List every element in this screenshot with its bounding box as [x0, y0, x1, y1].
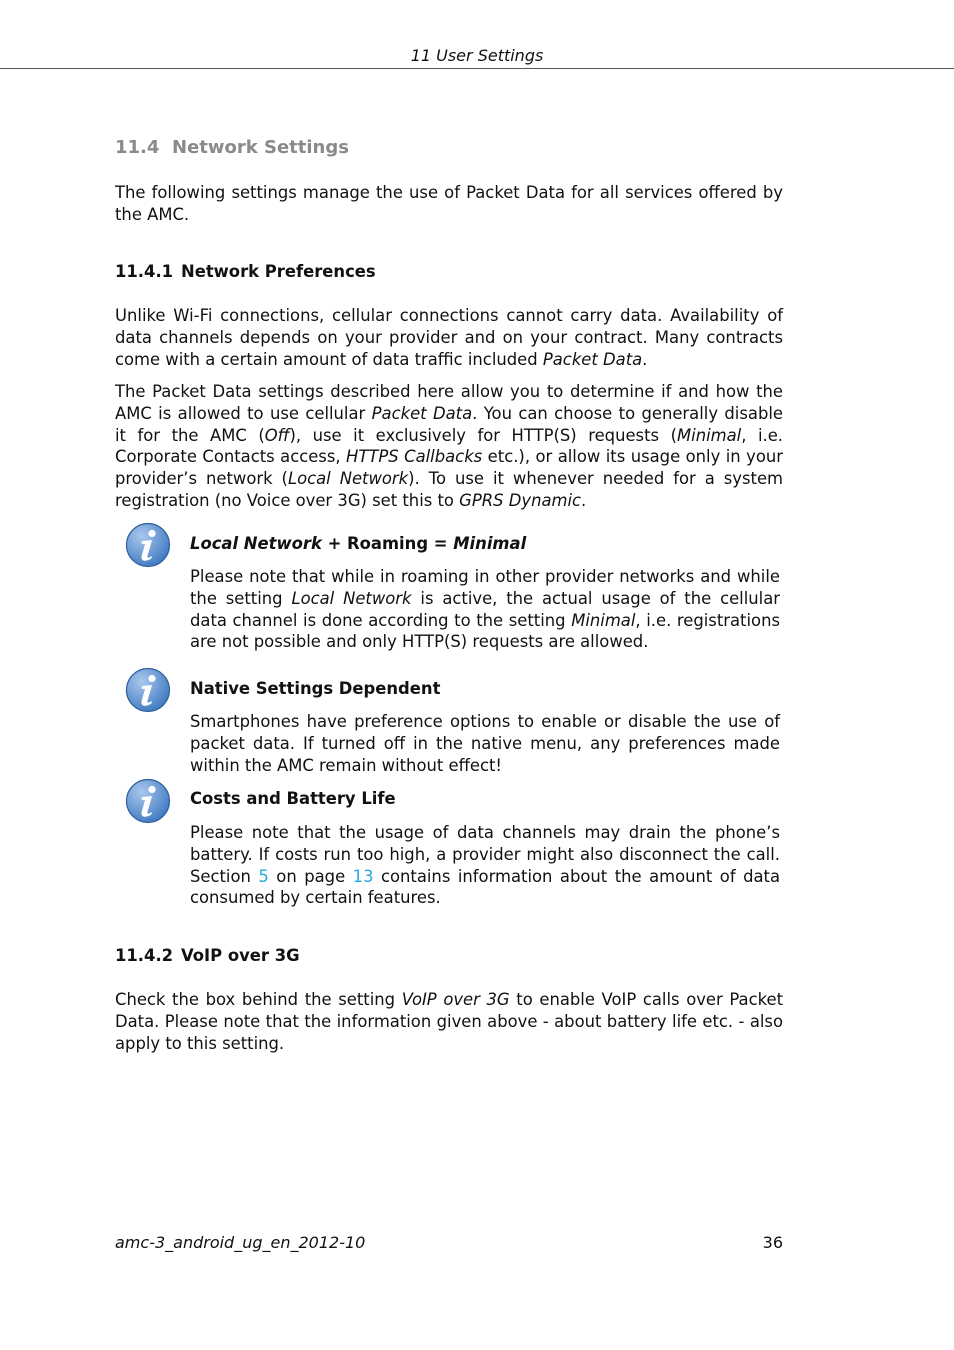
section-link[interactable]: 5 — [258, 866, 269, 886]
text-run: on page — [268, 866, 353, 886]
paragraph-voip — [115, 989, 783, 1054]
footer-page-number: 36 — [762, 1233, 783, 1252]
emphasis: Local Network — [291, 588, 412, 608]
text-run: is active, the actual usage of the cellular data channel is done according to the setting — [190, 588, 780, 630]
text-run: , i.e. registrations are not possible and only HTTP(S) requests are allowed. — [190, 610, 780, 652]
note-body-costs-battery — [190, 822, 780, 909]
emphasis: VoIP over 3G — [401, 990, 510, 1009]
text-run: + Roaming = — [321, 534, 454, 553]
note-title-costs-battery: Costs and Battery Life — [190, 789, 396, 808]
text-run: , i.e. Corporate Contacts access, — [115, 425, 784, 467]
text-run: ), use it exclusively for HTTP(S) requests ( — [289, 425, 677, 445]
emphasis: HTTPS Callbacks — [346, 447, 483, 467]
intro-paragraph: The following settings manage the use of Packet Data for all services offered by the AMC. — [115, 183, 783, 224]
section-title: Network Settings — [172, 137, 349, 158]
emphasis: GPRS Dynamic — [459, 490, 582, 510]
section-number: 11.4 — [115, 137, 160, 158]
text-run: Please note that while in roaming in other provider networks and while the setting — [190, 567, 780, 608]
text-run: ). To use it whenever needed for a system registration (no Voice over 3G) set this to — [115, 469, 783, 510]
text-run: contains information about the amount of data consumed by certain features. — [190, 866, 781, 908]
running-header: 11 User Settings — [410, 46, 544, 65]
note-title-local-network — [190, 534, 526, 553]
info-icon — [125, 667, 171, 713]
text-run: . — [581, 490, 587, 510]
emphasis: Minimal — [677, 425, 742, 445]
info-icon — [125, 522, 171, 568]
text-run: . — [642, 349, 648, 369]
emphasis: Off — [264, 425, 290, 445]
paragraph-network-preferences-2 — [115, 381, 783, 512]
text-run: . You can choose to generally disable it for the AMC ( — [115, 403, 783, 445]
page-link[interactable]: 13 — [352, 866, 374, 886]
info-icon — [125, 778, 171, 824]
text-run: The Packet Data settings described here allow you to determine if and how the AMC is allowed to use cellular — [115, 382, 783, 423]
text-run: Please note that the usage of data channels may drain the phone’s battery. If costs run too high, a provider might also disconnect the call. Section — [190, 823, 780, 886]
note-body-local-network — [190, 566, 780, 653]
text-run: etc.), or allow its usage only in your provider’s network ( — [115, 447, 783, 489]
emphasis: Packet Data — [371, 403, 473, 423]
emphasis: Local Network — [287, 469, 409, 489]
note-body-native-settings: Smartphones have preference options to enable or disable the use of packet data. If turned off in the native menu, any preferences made within the AMC remain without effect! — [190, 712, 780, 775]
subsection-title: VoIP over 3G — [181, 946, 300, 965]
section-heading — [115, 137, 349, 158]
header-rule — [0, 68, 954, 69]
paragraph-network-preferences-1 — [115, 305, 783, 370]
subsection-title: Network Preferences — [181, 262, 376, 281]
emphasis: Minimal — [453, 534, 527, 553]
note-title-native-settings: Native Settings Dependent — [190, 679, 441, 698]
subsection-heading-voip — [115, 946, 300, 965]
emphasis: Minimal — [571, 610, 636, 630]
text-run: Unlike Wi-Fi connections, cellular connections cannot carry data. Availability of data channels depends on your provider and on your contract. Many contracts come with a certain amount of data traffic included — [115, 306, 783, 369]
subsection-number: 11.4.2 — [115, 946, 174, 965]
text-run: to enable VoIP calls over Packet Data. Please note that the information given above - about battery life etc. - also apply to this setting. — [115, 990, 783, 1053]
subsection-heading-network-preferences — [115, 262, 376, 281]
emphasis: Packet Data — [542, 349, 643, 369]
footer-document-id: amc-3_android_ug_en_2012-10 — [115, 1233, 366, 1252]
text-run: Check the box behind the setting — [115, 990, 402, 1009]
emphasis: Local Network — [190, 534, 322, 553]
subsection-number: 11.4.1 — [115, 262, 174, 281]
